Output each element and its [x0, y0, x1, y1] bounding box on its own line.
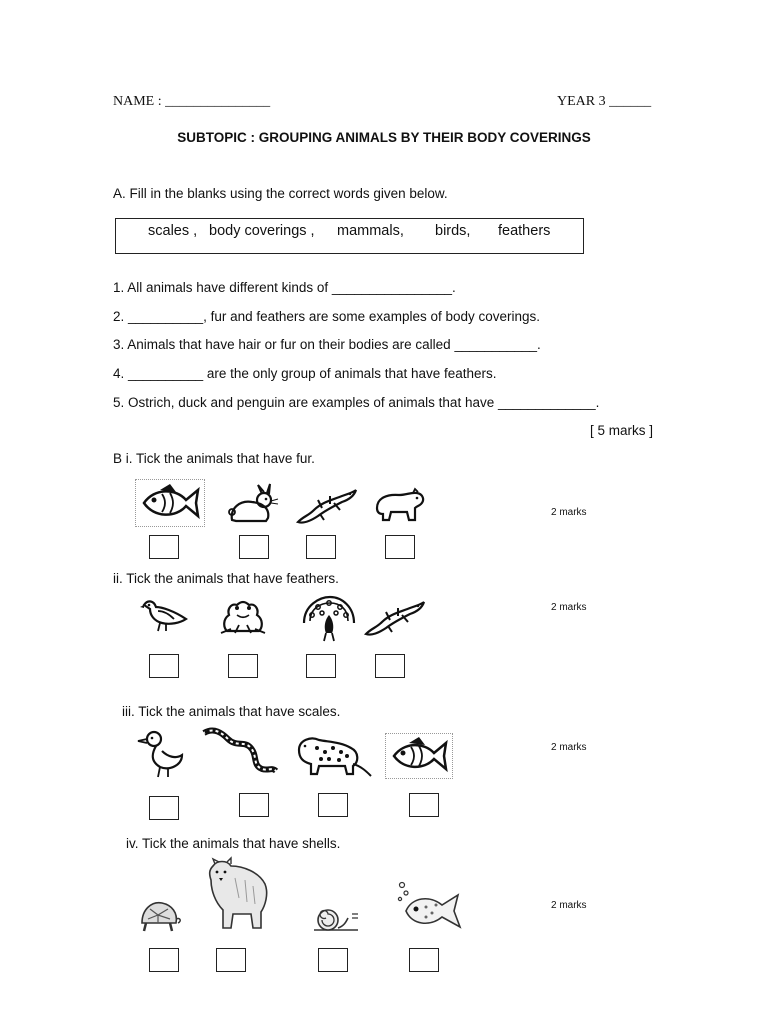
section-a-instruction: A. Fill in the blanks using the correct words given below. — [113, 186, 448, 201]
name-field-label[interactable]: NAME : _______________ — [113, 94, 271, 109]
snail-icon — [312, 904, 362, 934]
tick-box[interactable] — [306, 654, 336, 678]
bird-icon — [140, 597, 190, 633]
tick-box[interactable] — [149, 654, 179, 678]
fish-icon — [135, 479, 205, 527]
tick-box[interactable] — [228, 654, 258, 678]
subtopic-title: SUBTOPIC : GROUPING ANIMALS BY THEIR BODY COVERINGS — [177, 130, 591, 145]
word-bank-box — [115, 218, 584, 254]
part-b2-marks: 2 marks — [551, 602, 587, 613]
question-3[interactable]: 3. Animals that have hair or fur on their bodies are called ___________. — [113, 337, 541, 352]
question-1[interactable]: 1. All animals have different kinds of ________________. — [113, 280, 456, 295]
part-b3-marks: 2 marks — [551, 742, 587, 753]
bear-icon — [373, 488, 427, 524]
fish-icon — [385, 733, 453, 779]
tick-box[interactable] — [216, 948, 246, 972]
question-2[interactable]: 2. __________, fur and feathers are some examples of body coverings. — [113, 309, 541, 324]
snake-icon — [200, 727, 282, 775]
bear-icon — [203, 858, 273, 930]
lizard-icon — [294, 486, 360, 526]
peacock-icon — [300, 595, 356, 643]
part-b2-instruction: ii. Tick the animals that have feathers. — [113, 571, 339, 586]
tick-box[interactable] — [318, 948, 348, 972]
part-b4-instruction: iv. Tick the animals that have shells. — [126, 836, 341, 851]
part-b1-instruction: B i. Tick the animals that have fur. — [113, 451, 315, 466]
tick-box[interactable] — [385, 535, 415, 559]
section-a-marks: [ 5 marks ] — [590, 423, 654, 438]
part-b1-marks: 2 marks — [551, 507, 587, 518]
tortoise-icon — [136, 897, 182, 935]
lizard-icon — [362, 598, 428, 638]
year-field-label[interactable]: YEAR 3 ______ — [557, 94, 652, 109]
question-4[interactable]: 4. __________ are the only group of animals that have feathers. — [113, 366, 497, 381]
tick-box[interactable] — [409, 948, 439, 972]
leopard-icon — [295, 732, 373, 778]
tick-box[interactable] — [306, 535, 336, 559]
word-bank-item: birds, — [435, 223, 471, 239]
part-b4-marks: 2 marks — [551, 900, 587, 911]
tick-box[interactable] — [239, 793, 269, 817]
question-5[interactable]: 5. Ostrich, duck and penguin are examples of animals that have _____________. — [113, 395, 600, 410]
duck-icon — [136, 729, 186, 779]
word-bank-item: mammals, — [337, 223, 404, 239]
tick-box[interactable] — [318, 793, 348, 817]
rabbit-icon — [226, 484, 280, 524]
tick-box[interactable] — [409, 793, 439, 817]
tick-box[interactable] — [375, 654, 405, 678]
part-b3-instruction: iii. Tick the animals that have scales. — [122, 704, 341, 719]
goldfish-icon — [396, 879, 468, 933]
word-bank-item: body coverings , — [209, 223, 315, 239]
tick-box[interactable] — [149, 796, 179, 820]
tick-box[interactable] — [149, 535, 179, 559]
tick-box[interactable] — [239, 535, 269, 559]
word-bank-item: feathers — [498, 223, 551, 239]
frog-icon — [217, 597, 269, 635]
tick-box[interactable] — [149, 948, 179, 972]
word-bank-item: scales , — [148, 223, 198, 239]
